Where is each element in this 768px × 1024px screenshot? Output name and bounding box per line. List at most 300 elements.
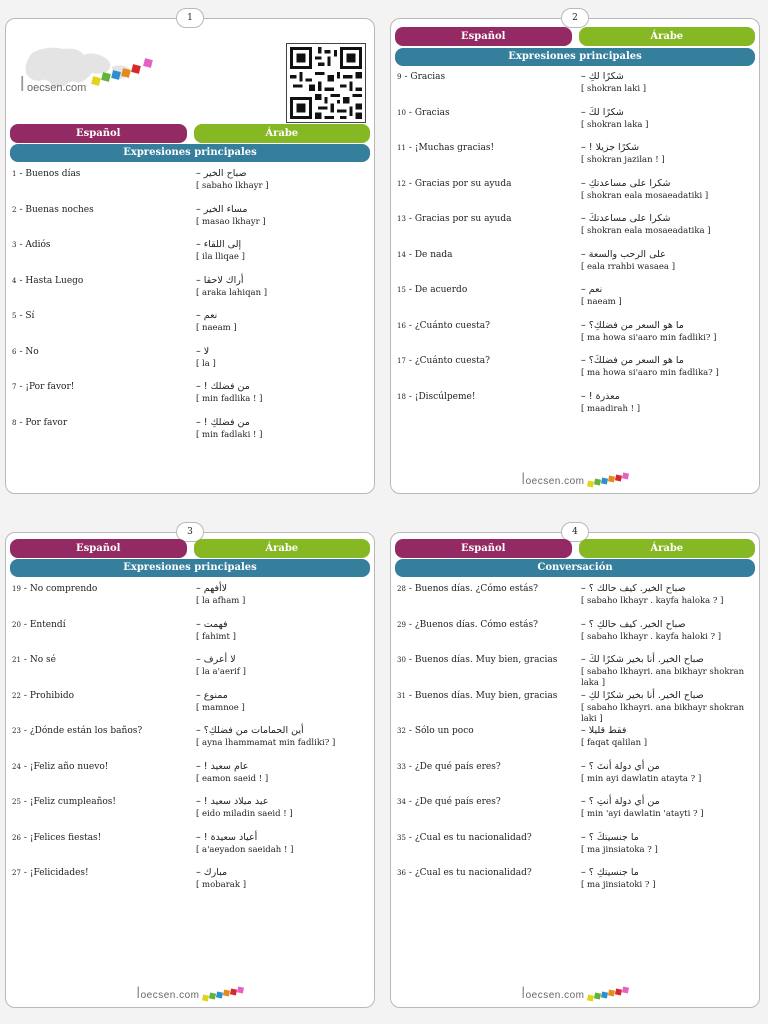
page-number: 1 [176,8,204,28]
dash-separator: – [196,689,204,701]
arabic-text-line [196,583,372,595]
dash-separator: – [196,416,204,428]
arabic-phrase [581,796,757,820]
transliteration: [ la afham ] [196,596,246,606]
arabic-text: شكرا على مساعدتكِ [588,177,671,189]
transliteration: [ ma howa si'aaro min fadlika? ] [581,368,719,378]
dash-separator: - [19,417,26,428]
arabic-text: ما جنسيتكِ ؟ [588,867,639,878]
phrase-number: 5 [12,312,17,320]
spanish-text: Buenos días. ¿Cómo estás? [414,584,538,594]
arabic-text: أراك لاحقا [203,274,244,286]
arabic-text-line [581,320,757,332]
dash-separator: – [196,345,204,357]
phrase-row [391,107,759,143]
dash-separator: – [196,654,204,665]
spanish-text: Sólo un poco [414,726,474,736]
transliteration: [ shokran eala mosaeadatiki ] [581,190,709,201]
spanish-text: Adiós [25,240,51,250]
spanish-phrase [12,690,190,702]
spanish-phrase [12,867,190,879]
arabic-phrase [581,284,757,308]
arabic-text: معذرة ! [588,390,620,402]
spanish-text: De nada [414,249,453,260]
dash-separator: - [404,72,411,82]
spanish-phrase [397,690,575,702]
dash-separator: - [408,249,415,260]
spanish-phrase [397,142,575,154]
phrase-row [391,654,759,690]
dash-separator: - [408,797,415,807]
spanish-phrase [12,796,190,808]
phrase-row [6,690,374,726]
phrase-row [6,583,374,619]
phrase-row [391,71,759,107]
arabic-text-line [581,832,757,844]
dash-separator: – [196,381,204,392]
spanish-text: No sé [29,655,56,665]
color-squares [587,987,628,1003]
spanish-phrase [12,275,190,287]
page-card-2 [390,13,760,494]
dash-separator: – [196,310,204,321]
dash-separator: – [581,725,589,736]
spanish-text: ¡Por favor! [25,382,75,392]
phrase-row [391,284,759,320]
spanish-header: Español [395,27,572,46]
page-number: 4 [561,522,589,542]
phrase-number: 14 [397,250,406,259]
arabic-header: Árabe [579,27,756,46]
dash-separator: – [581,689,589,701]
spanish-text: ¿De qué país eres? [414,761,501,772]
arabic-text-line [196,275,372,287]
spanish-header: Español [10,124,187,143]
phrase-row [391,867,759,903]
spanish-phrase [397,654,575,666]
arabic-phrase [196,275,372,299]
arabic-text-line [581,107,757,119]
dash-separator: – [581,618,589,630]
phrase-row [391,583,759,619]
dash-separator: – [581,284,589,295]
spanish-text: Buenos días. Muy bien, gracias [414,690,558,701]
arabic-phrase [581,71,757,95]
brand-name: loecsen.com [136,985,200,1002]
phrase-row [6,168,374,204]
dash-separator: - [23,868,30,878]
arabic-text: شكرًا لكِ [588,71,624,82]
arabic-text-line [196,310,372,322]
transliteration: [ mobarak ] [196,880,247,890]
phrase-number: 27 [12,869,21,877]
arabic-phrase [196,168,372,192]
spanish-text: ¿Cual es tu nacionalidad? [414,832,532,843]
phrase-row [391,178,759,214]
phrase-number: 7 [12,383,17,391]
phrase-number: 25 [12,798,21,806]
spanish-phrase [12,654,190,666]
arabic-phrase [581,178,757,202]
transliteration: [ la ] [196,358,216,369]
arabic-phrase [196,867,372,891]
spanish-phrase [397,867,575,879]
transliteration: [ ma howa si'aaro min fadliki? ] [581,332,717,343]
phrase-number: 9 [397,73,402,81]
phrase-row [391,213,759,249]
spanish-phrase [12,381,190,393]
color-square [608,990,615,997]
dash-separator: - [408,726,415,736]
spanish-text: Gracias [410,72,446,82]
loecsen-logo-footer [522,985,629,1003]
spanish-phrase [397,178,575,190]
color-square [237,986,244,993]
brand-name: loecsen.com [521,985,585,1002]
phrase-number: 16 [397,321,406,330]
dash-separator: - [23,832,30,843]
spanish-phrase [397,761,575,773]
dash-separator: - [23,797,30,807]
phrase-number: 11 [397,144,406,152]
transliteration: [ sabaho lkhayri. ana bikhayr shokran laki ] [581,702,745,724]
arabic-text-line [581,213,757,225]
arabic-text: لا [203,345,210,357]
arabic-phrase [196,583,372,607]
transliteration: [ sabaho lkhayr . kayfa haloki ? ] [581,631,722,642]
phrase-number: 8 [12,418,17,427]
arabic-header: Árabe [194,124,371,143]
arabic-text: أعياد سعيدة ! [203,831,258,843]
dash-separator: – [196,203,204,215]
spanish-text: ¿Dónde están los baños? [29,726,143,736]
transliteration: [ naeam ] [196,323,237,333]
transliteration: [ maadirah ! ] [581,403,641,414]
dash-separator: – [581,796,589,807]
dash-separator: – [581,654,589,665]
phrase-row [6,832,374,868]
section-title: Expresiones principales [10,144,370,162]
spanish-phrase [397,796,575,808]
arabic-text-line [581,761,757,773]
spanish-phrase [397,284,575,296]
spanish-text: Por favor [25,417,68,428]
phrase-number: 33 [397,762,406,771]
dash-separator: - [408,655,415,665]
arabic-text: صباح الخير. كيف حالكِ ؟ [588,618,686,630]
arabic-phrase [581,213,757,237]
phrase-list [6,583,374,903]
phrase-list [6,168,374,452]
arabic-text: صباح الخير. كيف حالك ؟ [588,583,686,594]
spanish-text: ¡Feliz cumpleaños! [29,797,117,807]
arabic-text: على الرحب والسعة [588,248,666,260]
spanish-text: ¿Cuánto cuesta? [414,320,490,331]
dash-separator: – [581,583,589,594]
dash-separator: - [23,761,30,772]
transliteration: [ min ayi dawlatin atayta ? ] [581,773,702,784]
svg-text:oecsen.com: oecsen.com [27,82,87,94]
spanish-text: ¡Discúlpeme! [414,391,476,402]
dash-separator: – [196,583,204,594]
dash-separator: – [581,71,589,82]
phrase-row [391,690,759,726]
spanish-text: ¡Felicidades! [29,868,89,878]
phrase-number: 2 [12,205,17,214]
arabic-phrase [581,867,757,891]
spanish-phrase [12,832,190,844]
phrase-number: 6 [12,347,17,356]
spanish-text: ¿Cual es tu nacionalidad? [414,868,532,878]
spanish-text: Prohibido [29,690,75,701]
arabic-text-line [196,690,372,702]
transliteration: [ sabaho lkhayr ] [196,181,269,191]
arabic-text: شكرًا جزيلا ! [588,142,640,153]
language-header [10,539,370,558]
spanish-phrase [12,619,190,631]
transliteration: [ faqat qalilan ] [581,738,648,748]
spanish-phrase [12,725,190,737]
spanish-phrase [12,168,190,180]
dash-separator: - [408,690,415,701]
arabic-text-line [581,867,757,879]
transliteration: [ mamnoe ] [196,702,245,713]
transliteration: [ ma jinsiatoki ? ] [581,880,656,890]
spanish-phrase [12,310,190,322]
dash-separator: - [23,655,30,665]
language-header [395,539,755,558]
dash-separator: - [19,346,26,357]
dash-separator: – [581,319,589,331]
arabic-text-line [196,619,372,631]
arabic-text-line [196,832,372,844]
arabic-text: نعم [588,284,603,295]
arabic-phrase [196,725,372,749]
arabic-text: من أي دولة أنتَ ؟ [588,760,660,772]
arabic-text-line [196,417,372,429]
spanish-text: Buenos días [25,169,81,179]
spanish-phrase [397,391,575,403]
phrase-number: 35 [397,833,406,842]
arabic-phrase [196,796,372,820]
spanish-text: ¡Felices fiestas! [29,832,102,843]
transliteration: [ fahimt ] [196,631,236,642]
transliteration: [ ila lliqae ] [196,252,245,262]
phrase-row [391,725,759,761]
phrase-row [391,142,759,178]
arabic-text-line [196,381,372,393]
arabic-text: إلى اللقاء [203,239,242,250]
arabic-phrase [581,249,757,273]
transliteration: [ shokran laki ] [581,84,647,94]
transliteration: [ sabaho lkhayr . kayfa haloka ? ] [581,596,724,606]
section-title: Expresiones principales [10,559,370,577]
arabic-text-line [581,725,757,737]
dash-separator: - [408,761,415,772]
arabic-text: فقط قليلا [588,725,627,736]
arabic-text-line [581,796,757,808]
phrase-row [6,239,374,275]
dash-separator: – [196,760,204,772]
transliteration: [ eala rrahbi wasaea ] [581,261,676,272]
phrase-number: 29 [397,620,406,629]
phrase-row [6,381,374,417]
dash-separator: - [23,584,30,594]
dash-separator: - [408,391,415,402]
arabic-text-line [196,725,372,737]
dash-separator: – [196,618,204,630]
phrase-number: 30 [397,656,406,664]
dash-separator: - [19,311,26,321]
arabic-phrase [196,417,372,441]
spanish-phrase [397,213,575,225]
arabic-phrase [581,619,757,643]
phrase-number: 10 [397,108,406,117]
phrase-row [6,619,374,655]
spanish-text: No comprendo [29,584,98,594]
spanish-header: Español [395,539,572,558]
phrase-list [391,583,759,903]
dash-separator: – [581,867,589,878]
phrase-number: 21 [12,656,21,664]
dash-separator: – [581,106,589,118]
arabic-text-line [581,583,757,595]
spanish-phrase [397,71,575,83]
transliteration: [ shokran laka ] [581,119,649,130]
phrase-row [391,796,759,832]
spanish-phrase [397,832,575,844]
arabic-phrase [581,690,757,725]
arabic-text-line [581,142,757,154]
dash-separator: - [408,868,415,878]
arabic-text-line [196,239,372,251]
spanish-text: Buenas noches [25,204,94,215]
dash-separator: - [408,107,415,118]
spanish-phrase [397,583,575,595]
dash-separator: – [581,142,589,153]
color-squares [202,987,243,1003]
arabic-phrase [196,310,372,334]
dash-separator: - [19,382,26,392]
brand-name: loecsen.com [521,471,585,488]
transliteration: [ ma jinsiatoka ? ] [581,844,658,855]
spanish-phrase [397,725,575,737]
spanish-text: Hasta Luego [25,275,84,286]
arabic-text: ما جنسيتكَ ؟ [588,831,639,843]
arabic-text-line [581,690,757,702]
spanish-text: Sí [25,311,35,321]
color-square [622,472,629,479]
dash-separator: – [581,213,589,224]
phrase-number: 36 [397,869,406,877]
dash-separator: - [408,584,415,594]
dash-separator: - [408,320,415,331]
phrase-row [6,346,374,382]
page-card-4 [390,527,760,1008]
arabic-text: شكرا على مساعدتكَ [588,213,671,224]
spanish-text: No [25,346,39,357]
language-header [395,27,755,46]
arabic-phrase [196,619,372,643]
phrase-row [391,320,759,356]
phrase-number: 1 [12,170,17,178]
loecsen-logo-footer [137,985,244,1003]
dash-separator: – [196,725,204,736]
arabic-text: صباح الخير. أنا بخير شكرًا لكَ [588,654,704,665]
transliteration: [ min 'ayi dawlatin 'atayti ? ] [581,809,704,819]
page-card-1 [5,13,375,494]
spanish-text: Entendí [29,619,66,630]
arabic-text: عام سعيد ! [203,760,249,772]
transliteration: [ la a'aerif ] [196,667,246,677]
dash-separator: - [19,169,26,179]
phrase-row [391,761,759,797]
phrase-row [6,725,374,761]
phrase-row [391,832,759,868]
language-header [10,124,370,143]
arabic-text: لا أعرف [203,654,236,665]
phrase-row [6,761,374,797]
dash-separator: – [196,274,204,286]
phrase-row [6,310,374,346]
arabic-text: لاأفهم [203,583,228,594]
phrase-row [391,249,759,285]
section-title: Conversación [395,559,755,577]
spanish-phrase [12,239,190,251]
arabic-text: نعم [203,310,218,321]
dash-separator: – [581,248,589,260]
transliteration: [ min fadlika ! ] [196,394,263,404]
dash-separator: – [196,867,204,878]
transliteration: [ araka lahiqan ] [196,287,268,298]
arabic-text: مساء الخير [203,203,248,215]
dash-separator: - [408,285,415,295]
dash-separator: – [196,796,204,807]
arabic-phrase [581,320,757,344]
transliteration: [ min fadlaki ! ] [196,429,263,440]
dash-separator: – [581,390,589,402]
dash-separator: - [19,240,26,250]
phrase-number: 20 [12,620,21,629]
spanish-text: Gracias por su ayuda [414,214,512,224]
arabic-text-line [581,355,757,367]
spanish-phrase [12,346,190,358]
phrase-number: 31 [397,691,406,700]
phrase-number: 19 [12,585,21,593]
phrase-number: 34 [397,798,406,806]
dash-separator: - [19,204,26,215]
phrase-row [391,619,759,655]
spanish-text: ¡Feliz año nuevo! [29,761,109,772]
arabic-text: من فضلكِ ! [203,416,250,428]
dash-separator: - [408,178,415,189]
dash-separator: - [408,214,415,224]
arabic-text: صباح الخير. أنا بخير شكرًا لكِ [588,689,704,701]
arabic-text-line [581,249,757,261]
arabic-phrase [581,391,757,415]
arabic-phrase [581,725,757,749]
spanish-text: ¡Muchas gracias! [414,143,495,153]
dash-separator: - [408,356,415,366]
color-square [223,990,230,997]
transliteration: [ shokran jazilan ! ] [581,155,665,165]
phrase-row [391,391,759,427]
phrase-number: 3 [12,241,17,249]
spanish-phrase [12,761,190,773]
phrase-number: 22 [12,691,21,700]
spanish-phrase [12,417,190,429]
phrase-number: 13 [397,215,406,223]
